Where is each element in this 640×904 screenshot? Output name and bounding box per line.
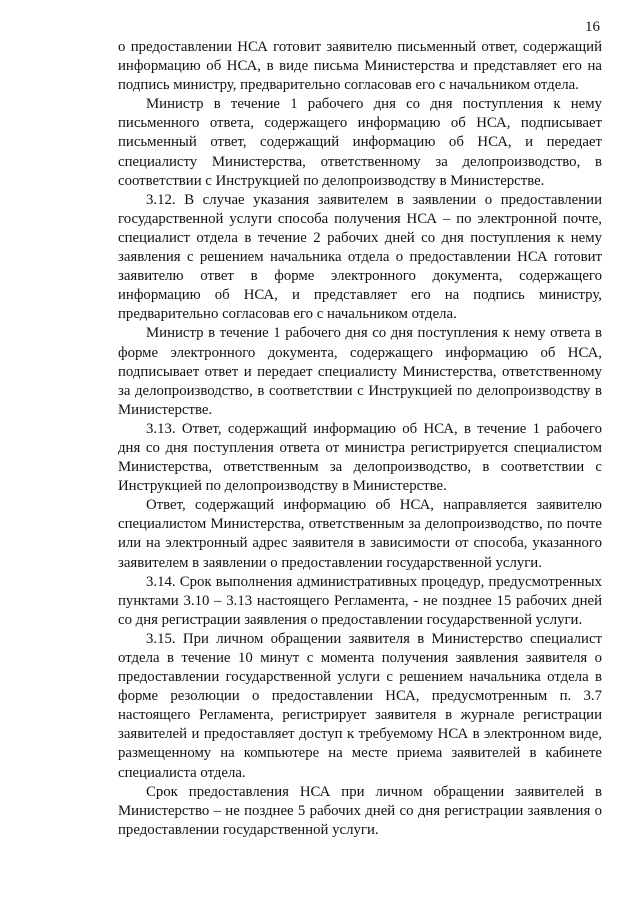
paragraph-3-15: 3.15. При личном обращении заявителя в Министерство специалист отдела в течение 10 минут с момента получения заявления заявителя о предоставлении государственной услуги с решением начальника отдела в форме резолюции о предоставлении НСА, предусмотренным п. 3.7 настоящего Регламента, регистрирует заявителя в журнале регистрации заявителей и предоставляет доступ к требуемому НСА в электронном виде, размещенному на компьютере на месте приема заявителей в кабинете специалиста отдела. xyxy=(118,630,602,781)
paragraph-3-13: 3.13. Ответ, содержащий информацию об НСА, в течение 1 рабочего дня со дня поступления ответа от министра регистрируется специалистом Министерства, ответственным за делопроизводство, в соответствии с Инструкцией по делопроизводству в Министерстве. xyxy=(118,420,602,495)
paragraph-minister-signs-electronic: Министр в течение 1 рабочего дня со дня поступления к нему ответа в форме электронного документа, содержащего информацию об НСА, подписывает ответ и передает специалисту Министерства, ответственному за делопроизводство, в соответствии с Инструкцией по делопроизводству в Министерстве. xyxy=(118,325,602,418)
paragraph-answer-sent: Ответ, содержащий информацию об НСА, направляется заявителю специалистом Министерства, ответственным за делопроизводство, по почте или на электронный адрес заявителя в зависимости от способа, указанного заявителем в заявлении о предоставлении государственной услуги. xyxy=(118,497,602,571)
paragraph-minister-signs-letter: Министр в течение 1 рабочего дня со дня поступления к нему письменного ответа, содержащего информацию об НСА, подписывает письменный ответ, содержащий информацию об НСА, и передает специалисту Министерства, ответственному за делопроизводство, в соответствии с Инструкцией по делопроизводству в Министерстве. xyxy=(118,96,602,189)
paragraph-personal-visit-term: Срок предоставления НСА при личном обращении заявителей в Министерство – не позднее 5 рабочих дней со дня регистрации заявления о предоставлении государственной услуги. xyxy=(118,783,602,838)
document-body xyxy=(118,38,602,840)
paragraph-3-14: 3.14. Срок выполнения административных процедур, предусмотренных пунктами 3.10 – 3.13 настоящего Регламента, - не позднее 15 рабочих дней со дня регистрации заявления о предоставлении государственной услуги. xyxy=(118,573,602,628)
paragraph-3-12: 3.12. В случае указания заявителем в заявлении о предоставлении государственной услуги способа получения НСА – по электронной почте, специалист отдела в течение 2 рабочих дней со дня поступления к нему заявления с решением начальника отдела о предоставлении НСА готовит заявителю ответ в форме электронного документа, содержащего информацию об НСА, и представляет его на подпись министру, предварительно согласовав его с начальником отдела. xyxy=(118,191,602,323)
page-number: 16 xyxy=(585,19,600,35)
paragraph-continuation: о предоставлении НСА готовит заявителю письменный ответ, содержащий информацию об НСА, в виде письма Министерства и представляет его на подпись министру, предварительно согласовав его с начальником отдела. xyxy=(118,39,602,94)
